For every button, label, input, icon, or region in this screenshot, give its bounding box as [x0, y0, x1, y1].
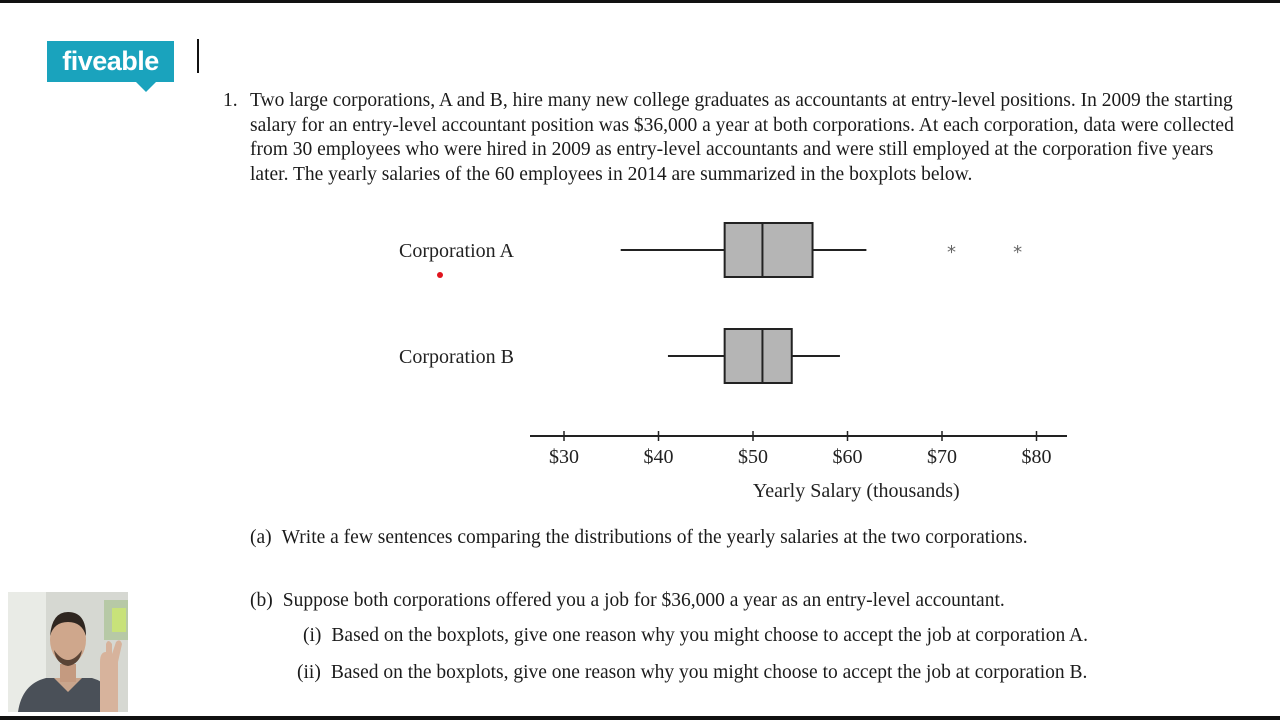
x-tick-label: $60 — [832, 446, 863, 468]
part-b-i-tag: (i) — [303, 625, 322, 646]
bottom-border — [0, 716, 1280, 720]
part-b — [250, 589, 1005, 613]
x-tick-label: $50 — [738, 446, 768, 468]
fiveable-logo: fiveable — [47, 41, 174, 82]
part-a — [250, 526, 1028, 550]
series-label: Corporation B — [399, 346, 514, 368]
x-tick-label: $40 — [643, 446, 674, 468]
part-b-i — [303, 624, 1088, 648]
iqr-box — [725, 329, 792, 383]
part-b-ii — [297, 661, 1087, 685]
part-b-tag: (b) — [250, 590, 273, 611]
part-b-ii-tag: (ii) — [297, 662, 321, 683]
part-b-ii-text: Based on the boxplots, give one reason why you might choose to accept the job at corporation B. — [330, 662, 1088, 683]
series-label: Corporation A — [399, 240, 514, 262]
x-axis-label: Yearly Salary (thousands) — [752, 480, 960, 502]
outlier-point: * — [1013, 242, 1023, 263]
part-b-i-text: Based on the boxplots, give one reason why you might choose to accept the job at corporation A. — [331, 625, 1088, 646]
question-text: Two large corporations, A and B, hire many new college graduates as accountants at entry-level positions. In 2009 the starting salary for an entry-level accountant position was $36,000 a year at both corporations. At each corporation, data were collected from 30 employees who were hired in 2009 as entry-level accountants and were still employed at the corporation five years later. The yearly salaries of the 60 employees in 2014 are summarized in the boxplots below. — [250, 90, 1234, 185]
x-tick-label: $30 — [549, 446, 579, 468]
question-number: 1. — [223, 90, 238, 111]
outlier-point: * — [946, 242, 956, 263]
part-a-tag: (a) — [250, 527, 272, 548]
x-tick-label: $70 — [927, 446, 957, 468]
presenter-webcam-video — [8, 592, 128, 712]
presenter-silhouette-icon — [8, 592, 128, 712]
part-b-text: Suppose both corporations offered you a job for $36,000 a year as an entry-level accountant. — [282, 590, 1005, 611]
part-a-text: Write a few sentences comparing the distributions of the yearly salaries at the two corporations. — [281, 527, 1028, 548]
iqr-box — [725, 223, 813, 277]
laser-pointer-dot — [437, 272, 443, 278]
x-tick-label: $80 — [1021, 446, 1052, 468]
